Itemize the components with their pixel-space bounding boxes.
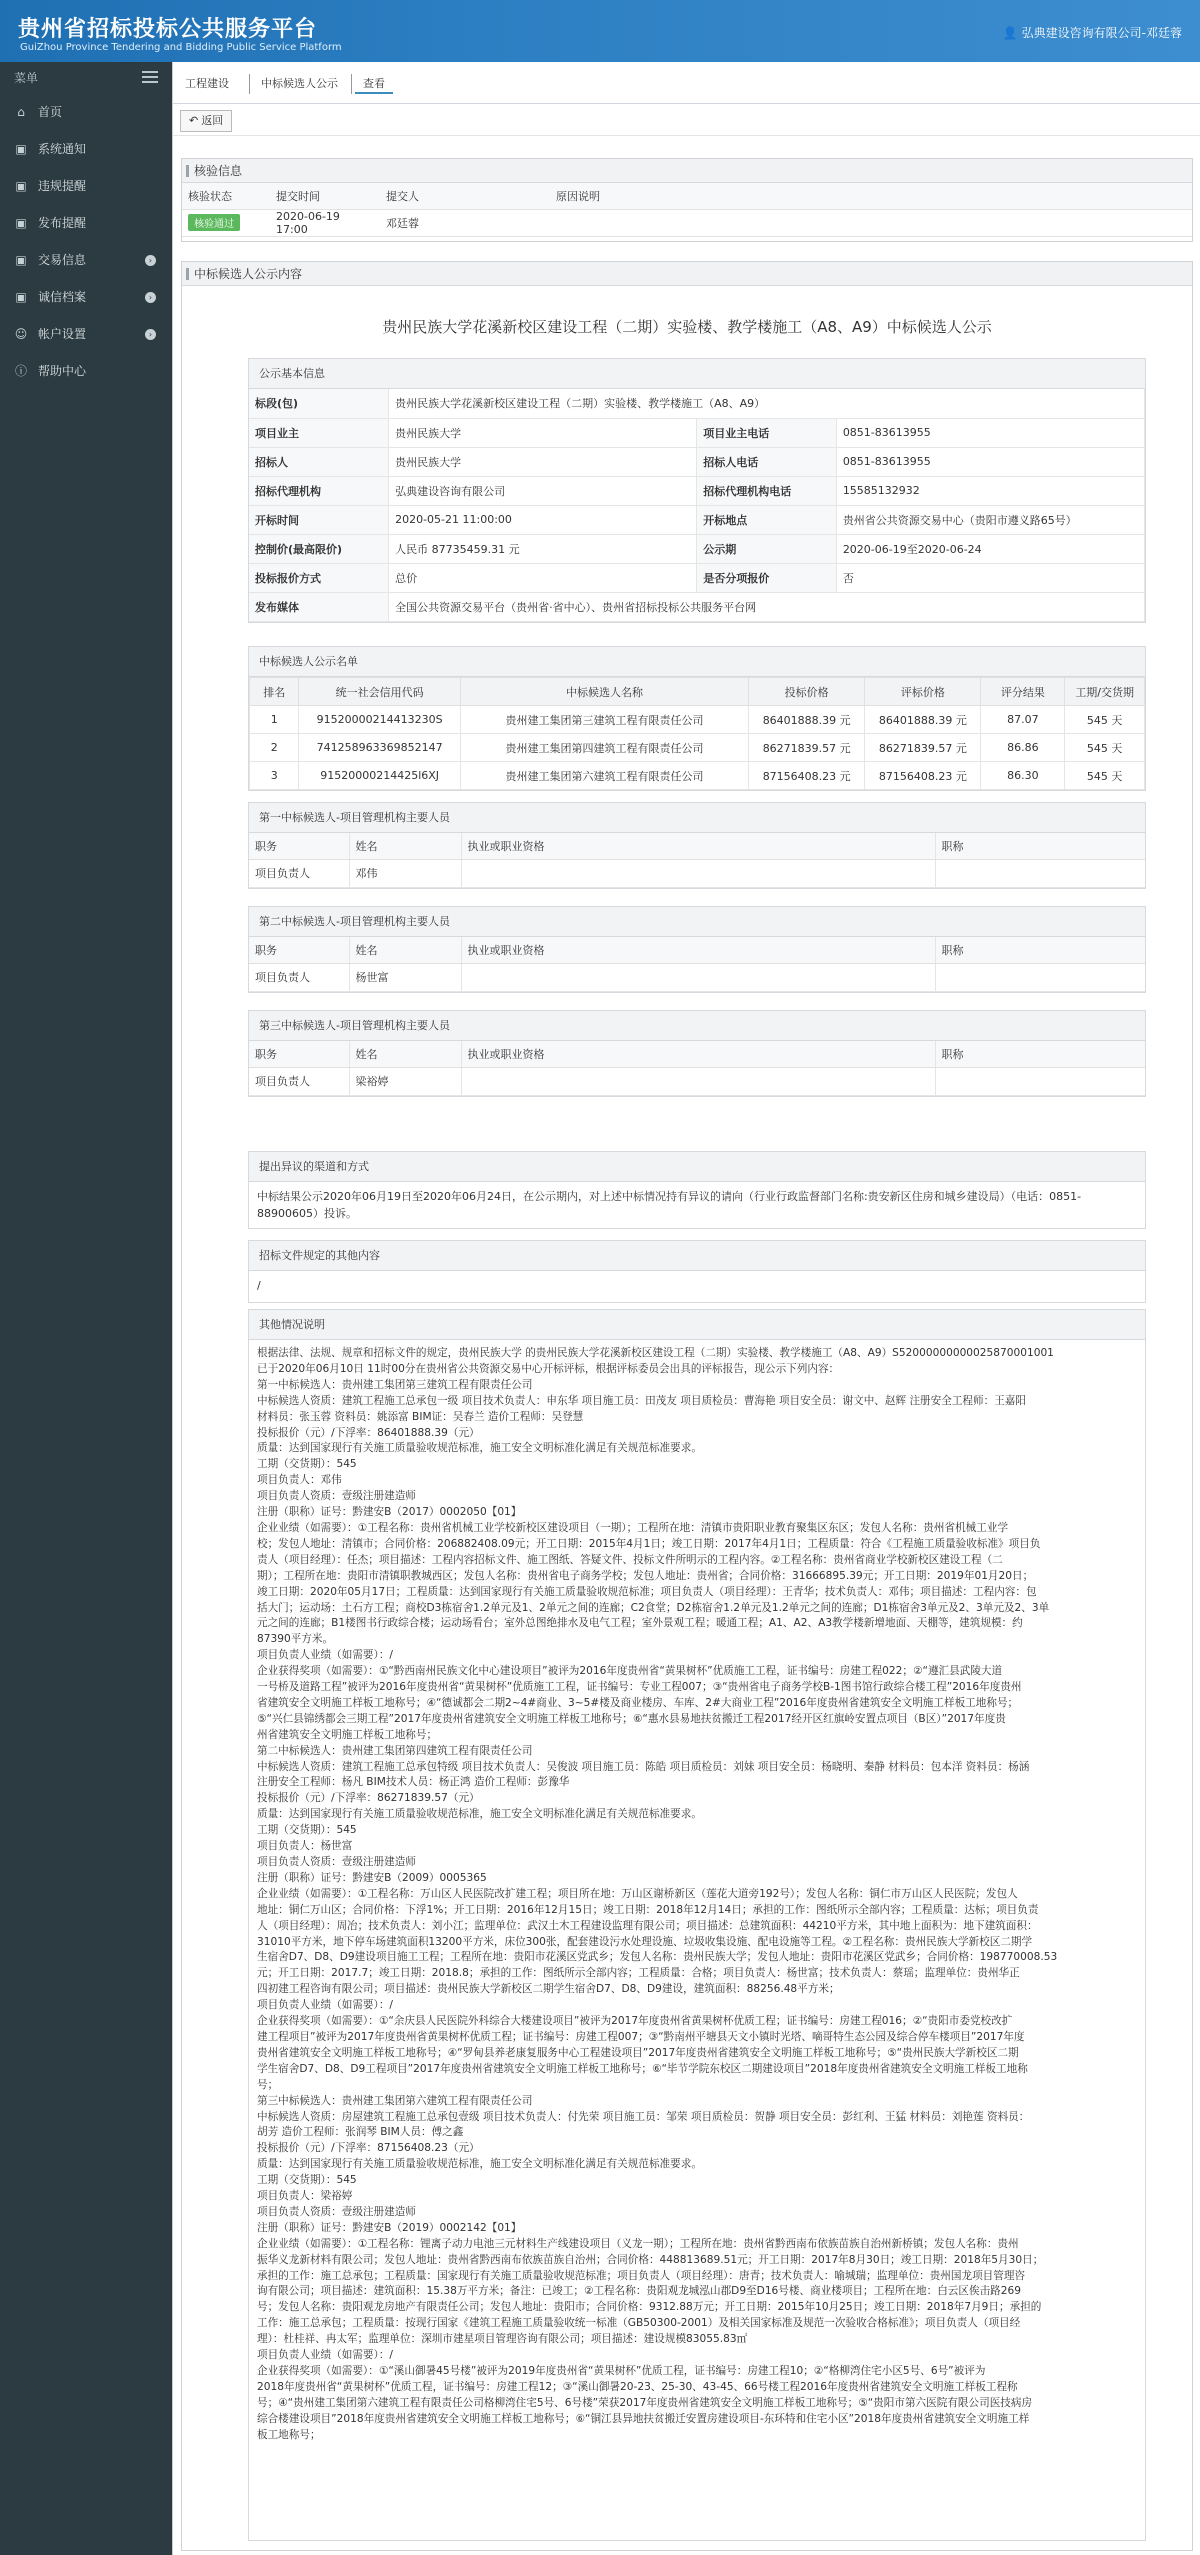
candidate-title: 中标候选人公示名单 — [249, 647, 1145, 677]
table-row — [250, 762, 1145, 790]
info-label: 招标人 — [249, 447, 389, 476]
info-value: 15585132932 — [836, 476, 1144, 505]
verify-time: 2020-06-19 17:00 — [270, 209, 380, 236]
other-info-line: 建工程项目”被评为2017年度贵州省黄果树杯优质工程；证书编号：房建工程007；③“黔南州平塘县天文小镇时光塔、嘀哥特生态公园及综合停车楼项目”2017年度 — [257, 2030, 1025, 2043]
candidate-cell: 86271839.57 元 — [865, 734, 981, 762]
other-info-line: 已于2020年06月10日 11时00分在贵州省公共资源交易中心开标评标，根据评标委员会出具的评标报告，现公示下列内容： — [257, 1362, 840, 1375]
other-info-line: 工作：施工总承包；工程质量：按现行国家《建筑工程施工质量验收统一标准（GB50300-2001）及相关国家标准及规范一次验收合格标准》；项目负责人（项目经 — [257, 2317, 1021, 2330]
candidate-cell: 545 天 — [1065, 762, 1145, 790]
sidebar-item-label: 帐户设置 — [38, 327, 87, 341]
other-info-line: 元；开工日期：2017.7；竣工日期：2018.8；承担的工作：图纸所示全部内容；工程质量：合格；项目负责人：杨世富；技术负责人：蔡瑶；监理单位：贵州华正 — [257, 1967, 1020, 1980]
other-info-line: 中标候选人资质：房屋建筑工程施工总承包壹级 项目技术负责人：付先荣 项目施工员：邹荣 项目质检员：贺静 项目安全员：彭红利、王猛 材料员：刘艳莲 资料员： — [257, 2110, 1030, 2123]
other-info-line: 板工地称号； — [257, 2428, 321, 2441]
main-content — [172, 62, 1200, 2555]
candidate-cell: 86401888.39 元 — [749, 706, 865, 734]
table-row — [249, 859, 1145, 887]
info-value: 否 — [836, 563, 1144, 592]
other-info-section — [248, 1309, 1146, 2541]
personnel-cell — [461, 1067, 935, 1095]
other-info-line: 企业业绩（如需要）：①工程名称：万山区人民医院改扩建工程；项目所在地：万山区谢桥新区（莲花大道旁192号）；发包人名称：铜仁市万山区人民医院；发包人 — [257, 1887, 1018, 1900]
info-label: 公示期 — [697, 534, 837, 563]
other-info-line: 项目负责人业绩（如需要）：/ — [257, 1999, 393, 2012]
info-label: 项目业主电话 — [697, 418, 837, 447]
monitor-icon: ▣ — [15, 253, 27, 267]
doc-title: 贵州民族大学花溪新校区建设工程（二期）实验楼、教学楼施工（A8、A9）中标候选人公示 — [382, 318, 992, 336]
other-info-line: 贵州省建筑安全文明施工样板工地称号；④“罗甸县养老康复服务中心工程建设项目”2017年度贵州省建筑安全文明施工样板工地称号；⑤“贵州民族大学新校区二期 — [257, 2046, 1019, 2059]
personnel-cell — [461, 963, 935, 991]
candidate-cell: 86.30 — [981, 762, 1065, 790]
status-badge: 核验通过 — [188, 214, 240, 231]
info-label: 发布媒体 — [249, 592, 389, 621]
info-label: 投标报价方式 — [249, 563, 389, 592]
info-label: 开标地点 — [697, 505, 837, 534]
breadcrumb-item-candidates[interactable]: 中标候选人公示 — [261, 77, 338, 90]
personnel-table — [249, 1041, 1145, 1096]
back-icon: ↶ — [189, 115, 202, 127]
candidate-cell: 87156408.23 元 — [865, 762, 981, 790]
other-info-line: 地址：铜仁万山区；合同价格：下浮1%；开工日期：2016年12月15日；竣工日期：2018年12月14日；承担的工作：图纸所示全部内容；工程质量：达标；项目负责 — [257, 1903, 1039, 1916]
personnel-cell: 项目负责人 — [249, 963, 349, 991]
table-row — [250, 706, 1145, 734]
verify-title: 核验信息 — [182, 159, 1192, 183]
sidebar-title: 菜单 — [14, 71, 39, 85]
personnel-header: 姓名 — [349, 937, 461, 963]
verify-header: 提交人 — [380, 183, 550, 209]
candidate-header: 评分结果 — [981, 678, 1065, 706]
info-value: 贵州民族大学 — [389, 447, 697, 476]
other-info-line: 竣工日期：2020年05月17日；工程质量：达到国家现行有关施工质量验收规范标准；项目负责人（项目经理）：王青华；技术负责人：邓伟；项目描述：工程内容：包 — [257, 1585, 1037, 1598]
verify-header: 核验状态 — [182, 183, 270, 209]
sidebar-item-label: 交易信息 — [38, 253, 87, 267]
other-info-line: 根据法律、法规、规章和招标文件的规定，贵州民族大学 的贵州民族大学花溪新校区建设工程（二期）实验楼、教学楼施工（A8、A9）S52000000000025870001001 — [257, 1347, 1054, 1359]
verify-reason — [550, 209, 1192, 236]
personnel-section — [248, 906, 1146, 993]
personnel-cell — [461, 859, 935, 887]
other-info-line: 号；发包人名称：贵阳观龙房地产有限责任公司；发包人地址：贵阳市；合同价格：9312.88万元；开工日期：2015年10月25日；竣工日期：2018年7月9日；承担的 — [257, 2301, 1042, 2314]
basic-info-table — [249, 389, 1145, 622]
candidate-cell: 86.86 — [981, 734, 1065, 762]
other-info-line: ⑤“兴仁县锦绣都会三期工程”2017年度贵州省建筑安全文明施工样板工地称号；⑥“惠水县易地扶贫搬迁工程2017经开区红旗岭安置点项目（B区）”2017年度贵 — [257, 1712, 1006, 1725]
verify-panel — [181, 158, 1193, 242]
other-info-line: 期）；工程所在地：贵阳市清镇职教城西区；发包人名称：贵州省电子商务学校；发包人地址：贵州省；合同价格：31666895.39元；开工日期：2019年01月20日； — [257, 1569, 1034, 1582]
sidebar-item[interactable] — [0, 242, 172, 279]
personnel-cell: 项目负责人 — [249, 859, 349, 887]
other-info-line: 注册（职称）证号：黔建安B（2009）0005365 — [257, 1871, 487, 1884]
toolbar — [173, 104, 1200, 136]
sidebar-item[interactable] — [0, 168, 172, 205]
menu-toggle-icon[interactable] — [142, 71, 158, 83]
personnel-header: 执业或职业资格 — [461, 833, 935, 859]
other-info-line: 询有限公司；项目描述：建筑面积：15.38万平方米；备注：已竣工；②工程名称：贵阳观龙城泓山郡D9至D16号楼、商业楼项目；工程所在地：白云区俟击路269 — [257, 2285, 1021, 2298]
sidebar-item[interactable] — [0, 316, 172, 353]
other-info-line: 注册（职称）证号：黔建安B（2019）0002142【01】 — [257, 2221, 522, 2234]
other-info-line: 企业获得奖项（如需要）：①“黔西南州民族文化中心建设项目”被评为2016年度贵州省“黄果树杯”优质施工工程，证书编号：房建工程022；②“遵汇县武陵大道 — [257, 1665, 1003, 1678]
other-info-line: 投标报价（元）/下浮率：86401888.39（元） — [257, 1426, 480, 1439]
sidebar — [0, 62, 172, 2555]
monitor-icon: ▣ — [15, 179, 27, 193]
personnel-title: 第一中标候选人-项目管理机构主要人员 — [249, 803, 1145, 833]
candidate-cell: 545 天 — [1065, 734, 1145, 762]
platform-title: 贵州省招标投标公共服务平台 — [18, 17, 318, 42]
info-row — [249, 592, 1145, 621]
candidate-header: 统一社会信用代码 — [299, 678, 460, 706]
breadcrumb-item-project[interactable]: 工程建设 — [185, 77, 229, 90]
personnel-header: 职务 — [249, 1041, 349, 1067]
other-info-line: 生宿舍D7、D8、D9建设项目施工工程；工程所在地：贵阳市花溪区党武乡；发包人名称：贵州民族大学；发包人地址：贵阳市花溪区党武乡；合同价格：198770008.53 — [257, 1951, 1058, 1964]
candidate-cell: 贵州建工集团第六建筑工程有限责任公司 — [460, 762, 748, 790]
breadcrumb-item-view[interactable]: 查看 — [355, 74, 393, 94]
other-info-line: 元之间的连廊；B1楼图书行政综合楼；运动场看台；室外总图绝排水及电气工程；室外景观工程；暖通工程；A1、A2、A3教学楼新增地面、天棚等，建筑规模：约 — [257, 1617, 1023, 1630]
sidebar-item[interactable] — [0, 94, 172, 131]
candidate-cell: 86401888.39 元 — [865, 706, 981, 734]
personnel-header: 执业或职业资格 — [461, 937, 935, 963]
monitor-icon: ▣ — [15, 216, 27, 230]
other-info-line: 项目负责人资质：壹级注册建造师 — [257, 1856, 416, 1868]
other-doc-title: 招标文件规定的其他内容 — [249, 1241, 1145, 1271]
info-row — [249, 389, 1145, 418]
personnel-cell — [935, 859, 1145, 887]
other-info-line: 省建筑安全文明施工样板工地称号；④“德诚都会二期2~4#商业、3~5#楼及商业楼房、车库、2#大商业工程”2016年度贵州省建筑安全文明施工样板工地称号； — [257, 1696, 1019, 1709]
personnel-header: 执业或职业资格 — [461, 1041, 935, 1067]
info-value: 2020-05-21 11:00:00 — [389, 505, 697, 534]
other-info-line: 学生宿舍D7、D8、D9工程项目”2017年度贵州省建筑安全文明施工样板工地称号；⑥“毕节学院东校区二期建设项目”2018年度贵州省建筑安全文明施工样板工地称 — [257, 2062, 1028, 2075]
other-info-line: 理）：杜桂祥、冉太军；监理单位：深圳市建星项目管理咨询有限公司；项目描述：建设规模83055.83㎡ — [257, 2333, 748, 2346]
content-panel — [181, 261, 1193, 2551]
info-value: 0851-83613955 — [836, 418, 1144, 447]
other-info-line: 项目负责人：梁裕婷 — [257, 2190, 353, 2203]
personnel-title: 第二中标候选人-项目管理机构主要人员 — [249, 907, 1145, 937]
personnel-table — [249, 833, 1145, 888]
candidate-cell: 87.07 — [981, 706, 1065, 734]
other-info-line: 注册（职称）证号：黔建安B（2017）0002050【01】 — [257, 1506, 522, 1519]
objection-title: 提出异议的渠道和方式 — [249, 1152, 1145, 1182]
personnel-section — [248, 802, 1146, 889]
personnel-section — [248, 1010, 1146, 1097]
candidate-cell: 545 天 — [1065, 706, 1145, 734]
other-info-line: 责人（项目经理）：任杰；项目描述：工程内容招标文件、施工图纸、答疑文件、投标文件所明示的工程内容。②工程名称：贵州省商业学校新校区建设工程（二 — [257, 1553, 1003, 1566]
info-value: 贵州民族大学花溪新校区建设工程（二期）实验楼、教学楼施工（A8、A9） — [389, 389, 1145, 418]
verify-person: 邓廷蓉 — [380, 209, 550, 236]
personnel-header: 姓名 — [349, 1041, 461, 1067]
other-info-line: 项目负责人资质：壹级注册建造师 — [257, 1490, 416, 1503]
sidebar-item[interactable] — [0, 353, 172, 390]
info-value: 弘典建设咨询有限公司 — [389, 476, 697, 505]
info-row — [249, 563, 1145, 592]
info-label: 控制价(最高限价) — [249, 534, 389, 563]
other-info-line: 质量：达到国家现行有关施工质量验收规范标准，施工安全文明标准化满足有关规范标准要求。 — [257, 2158, 702, 2171]
info-label: 项目业主 — [249, 418, 389, 447]
candidate-cell: 2 — [250, 734, 299, 762]
personnel-cell — [935, 963, 1145, 991]
info-value: 贵州省公共资源交易中心（贵阳市遵义路65号） — [836, 505, 1144, 534]
other-info-line: 承担的工作：施工总承包；工程质量：国家现行有关施工质量验收规范标准；项目负责人（项目经理）：唐青；技术负责人：喻城瑞；监理单位：贵州国龙项目管理咨 — [257, 2269, 1026, 2282]
back-label: 返回 — [201, 115, 224, 127]
candidate-cell: 贵州建工集团第三建筑工程有限责任公司 — [460, 706, 748, 734]
sidebar-item-label: 诚信档案 — [38, 290, 87, 304]
candidate-header: 排名 — [250, 678, 299, 706]
objection-text: 中标结果公示2020年06月19日至2020年06月24日，在公示期内，对上述中标情况持有异议的请向（行业行政监督部门名称:贵安新区住房和城乡建设局）（电话：0851-88900605）投诉。 — [257, 1190, 1082, 1220]
candidate-cell: 1 — [250, 706, 299, 734]
other-info-line: 振华义龙新材料有限公司；发包人地址：贵州省黔西南布依族苗族自治州；合同价格：448813689.51元；开工日期：2017年8月30日；竣工日期：2018年5月30日； — [257, 2253, 1044, 2266]
back-button[interactable] — [180, 110, 232, 132]
monitor-icon: ▣ — [15, 290, 27, 304]
other-info-line: 注册安全工程师：杨凡 BIM技术人员：杨正鸿 造价工程师：彭豫华 — [257, 1776, 570, 1789]
objection-section — [248, 1151, 1146, 1229]
candidate-cell: 87156408.23 元 — [749, 762, 865, 790]
other-info-line: 四初建工程咨询有限公司；项目描述：贵州民族大学新校区二期学生宿舍D7、D8、D9建设，建筑面积：88256.48平方米； — [257, 1983, 840, 1996]
other-info-line: 校；发包人地址：清镇市；合同价格：206882408.09元；开工日期：2015年4月1日；竣工日期：2017年4月1日；工程质量：符合《工程施工质量验收标准》项目负 — [257, 1537, 1041, 1550]
candidate-header: 评标价格 — [865, 678, 981, 706]
info-label: 是否分项报价 — [697, 563, 837, 592]
other-info-line: 第三中标候选人：贵州建工集团第六建筑工程有限责任公司 — [257, 2094, 533, 2107]
breadcrumb — [173, 62, 1200, 104]
info-value: 2020-06-19至2020-06-24 — [836, 534, 1144, 563]
info-label: 开标时间 — [249, 505, 389, 534]
info-label: 招标人电话 — [697, 447, 837, 476]
other-info-line: 投标报价（元）/下浮率：87156408.23（元） — [257, 2142, 480, 2155]
other-info-line: 中标候选人资质：建筑工程施工总承包特级 项目技术负责人：吴俊波 项目施工员：陈皓 项目质检员：刘妹 项目安全员：杨晓明、秦静 材料员：包本洋 资料员：杨涵 — [257, 1760, 1030, 1773]
other-doc-text: / — [257, 1279, 261, 1292]
chevron-right-icon: › — [145, 292, 156, 303]
other-info-line: 87390平方米。 — [257, 1633, 334, 1646]
candidate-header: 中标候选人名称 — [460, 678, 748, 706]
user-icon: ☺ — [14, 327, 28, 341]
other-info-line: 第二中标候选人：贵州建工集团第四建筑工程有限责任公司 — [257, 1744, 533, 1757]
platform-subtitle: GuiZhou Province Tendering and Bidding Public Service Platform — [20, 42, 342, 53]
info-value: 0851-83613955 — [836, 447, 1144, 476]
sidebar-item-label: 违规提醒 — [38, 179, 87, 193]
monitor-icon: ▣ — [15, 142, 27, 156]
info-label: 招标代理机构 — [249, 476, 389, 505]
candidate-cell: 3 — [250, 762, 299, 790]
other-info-text — [249, 1340, 1145, 2450]
candidate-header: 工期/交货期 — [1065, 678, 1145, 706]
other-info-line: 项目负责人业绩（如需要）：/ — [257, 2349, 393, 2362]
other-info-line: 企业获得奖项（如需要）：①“余庆县人民医院外科综合大楼建设项目”被评为2017年度贵州省黄果树杯优质工程；证书编号：房建工程016；②“贵阳市委党校改扩 — [257, 2015, 1013, 2028]
other-info-line: 第一中标候选人：贵州建工集团第三建筑工程有限责任公司 — [257, 1378, 533, 1391]
info-row — [249, 476, 1145, 505]
candidate-cell: 86271839.57 元 — [749, 734, 865, 762]
other-info-line: 31010平方米，地下停车场建筑面积13200平方米，床位300张，配套建设污水处理设施、垃圾收集设施、配电设施等工程。②工程名称：贵州民族大学新校区二期学 — [257, 1935, 1033, 1948]
other-info-line: 投标报价（元）/下浮率：86271839.57（元） — [257, 1792, 480, 1805]
sidebar-item-label: 系统通知 — [38, 142, 87, 156]
personnel-cell: 项目负责人 — [249, 1067, 349, 1095]
sidebar-item[interactable] — [0, 279, 172, 316]
personnel-header: 职称 — [935, 1041, 1145, 1067]
personnel-header: 职称 — [935, 833, 1145, 859]
other-info-line: 一号桥及道路工程”被评为2016年度贵州省“黄果树杯”优质施工工程，证书编号：专业工程007；③“贵州省电子商务学校B-1图书馆行政综合楼工程”2016年度贵州 — [257, 1681, 1022, 1694]
personnel-cell: 杨世富 — [349, 963, 461, 991]
other-info-line: 企业获得奖项（如需要）：①“溪山御暑45号楼”被评为2019年度贵州省“黄果树杯”优质工程，证书编号：房建工程10；②“格柳湾住宅小区5号、6号”被评为 — [257, 2365, 986, 2377]
other-info-line: 质量：达到国家现行有关施工质量验收规范标准，施工安全文明标准化满足有关规范标准要求。 — [257, 1808, 702, 1821]
other-info-line: 括大门；运动场：土石方工程；商校D3栋宿舍1.2单元及1、2单元之间的连廊；C2食堂；D2栋宿舍1.2单元及1.2单元之间的连廊；D1栋宿舍3单元及2、3单元及2、3单 — [257, 1601, 1050, 1614]
basic-info-section — [248, 358, 1146, 623]
info-label: 招标代理机构电话 — [697, 476, 837, 505]
content-title: 中标候选人公示内容 — [182, 262, 1192, 286]
candidate-cell: 贵州建工集团第四建筑工程有限责任公司 — [460, 734, 748, 762]
other-info-line: 工期（交货期）：545 — [257, 2174, 357, 2187]
info-row — [249, 447, 1145, 476]
sidebar-item-label: 帮助中心 — [38, 364, 87, 378]
other-info-line: 工期（交货期）：545 — [257, 1824, 357, 1837]
sidebar-nav — [0, 94, 172, 390]
info-value: 贵州民族大学 — [389, 418, 697, 447]
personnel-header: 职务 — [249, 937, 349, 963]
personnel-cell: 邓伟 — [349, 859, 461, 887]
personnel-cell — [935, 1067, 1145, 1095]
personnel-title: 第三中标候选人-项目管理机构主要人员 — [249, 1011, 1145, 1041]
candidate-cell: 91520000214413230S — [299, 706, 460, 734]
info-label: 标段(包) — [249, 389, 389, 418]
basic-info-title: 公示基本信息 — [249, 359, 1145, 389]
chevron-right-icon: › — [145, 255, 156, 266]
candidate-cell: 91520000214425l6XJ — [299, 762, 460, 790]
info-value: 总价 — [389, 563, 697, 592]
other-info-line: 企业业绩（如需要）：①工程名称：锂离子动力电池三元材料生产线建设项目（义龙一期）；工程所在地：贵州省黔西南布依族苗族自治州新桥镇；发包人名称：贵州 — [257, 2237, 1019, 2250]
user-icon: 👤 — [1002, 26, 1022, 40]
chevron-right-icon: › — [145, 329, 156, 340]
info-row — [249, 505, 1145, 534]
other-info-line: 号；④“贵州建工集团第六建筑工程有限责任公司格柳湾住宅5号、6号楼”荣获2017年度贵州省建筑安全文明施工样板工地称号；⑤“贵阳市第六医院有限公司医技病房 — [257, 2396, 1033, 2409]
other-info-line: 中标候选人资质：建筑工程施工总承包一级 项目技术负责人：申东华 项目施工员：田茂友 项目质检员：曹海艳 项目安全员：谢文中、赵辉 注册安全工程师：王嘉阳 — [257, 1394, 1026, 1407]
personnel-cell: 梁裕婷 — [349, 1067, 461, 1095]
other-info-line: 综合楼建设项目”2018年度贵州省建筑安全文明施工样板工地称号；⑥“铜江县异地扶贫搬迁安置房建设项目-东环特和住宅小区”2018年度贵州省建筑安全文明施工样 — [257, 2412, 1030, 2425]
table-row — [250, 734, 1145, 762]
candidate-cell: 741258963369852147 — [299, 734, 460, 762]
top-header — [0, 0, 1200, 62]
info-row — [249, 534, 1145, 563]
info-value: 人民币 87735459.31 元 — [389, 534, 697, 563]
info-value: 全国公共资源交易平台（贵州省·省中心）、贵州省招标投标公共服务平台网 — [389, 592, 1145, 621]
home-icon: ⌂ — [17, 105, 25, 119]
other-info-line: 项目负责人：邓伟 — [257, 1474, 342, 1487]
candidate-section — [248, 646, 1146, 791]
other-info-line: 州省建筑安全文明施工样板工地称号； — [257, 1728, 438, 1741]
help-icon: ⓘ — [14, 364, 27, 378]
sidebar-item-label: 发布提醒 — [38, 216, 87, 230]
sidebar-header — [0, 62, 172, 94]
verify-header: 原因说明 — [550, 183, 1192, 209]
info-row — [249, 418, 1145, 447]
table-row — [249, 1067, 1145, 1095]
personnel-table — [249, 937, 1145, 992]
other-info-title: 其他情况说明 — [249, 1310, 1145, 1340]
personnel-header: 姓名 — [349, 833, 461, 859]
sidebar-item[interactable] — [0, 205, 172, 242]
other-info-line: 人（项目经理）：周冶；技术负责人：刘小江；监理单位：武汉土木工程建设监理有限公司；项目描述：总建筑面积：44210平方米，其中地上面积为：地下建筑面积： — [257, 1919, 1038, 1932]
other-info-line: 材料员：张玉蓉 资料员：姚添富 BIM证：吴春兰 造价工程师：吴登慧 — [257, 1410, 584, 1423]
other-info-line: 质量：达到国家现行有关施工质量验收规范标准，施工安全文明标准化满足有关规范标准要求。 — [257, 1442, 702, 1455]
other-info-line: 号； — [257, 2078, 279, 2091]
candidate-table — [249, 677, 1145, 790]
verify-table — [182, 183, 1192, 237]
personnel-header: 职称 — [935, 937, 1145, 963]
candidate-header: 投标价格 — [749, 678, 865, 706]
other-doc-section — [248, 1240, 1146, 1303]
other-info-line: 工期（交货期）：545 — [257, 1458, 357, 1471]
other-info-line: 企业业绩（如需要）：①工程名称：贵州省机械工业学校新校区建设项目（一期）；工程所在地：清镇市贵阳职业教育聚集区东区；发包人名称：贵州省机械工业学 — [257, 1521, 1009, 1534]
personnel-header: 职务 — [249, 833, 349, 859]
user-menu[interactable] — [1003, 24, 1182, 41]
other-info-line: 胡芳 造价工程师：张润琴 BIM人员：傅之鑫 — [257, 2126, 464, 2139]
other-info-line: 项目负责人资质：壹级注册建造师 — [257, 2205, 416, 2218]
verify-header: 提交时间 — [270, 183, 380, 209]
table-row — [249, 963, 1145, 991]
other-info-line: 2018年度贵州省“黄果树杯”优质工程，证书编号：房建工程12；③“溪山御暑20-23、25-30、43-45、66号楼工程2016年度贵州省建筑安全文明施工样板工程称 — [257, 2380, 1018, 2393]
other-info-line: 项目负责人：杨世富 — [257, 1840, 353, 1853]
user-name: 弘典建设咨询有限公司-邓廷蓉 — [1021, 26, 1182, 40]
other-info-line: 项目负责人业绩（如需要）：/ — [257, 1649, 393, 1662]
sidebar-item[interactable] — [0, 131, 172, 168]
sidebar-item-label: 首页 — [38, 105, 63, 119]
